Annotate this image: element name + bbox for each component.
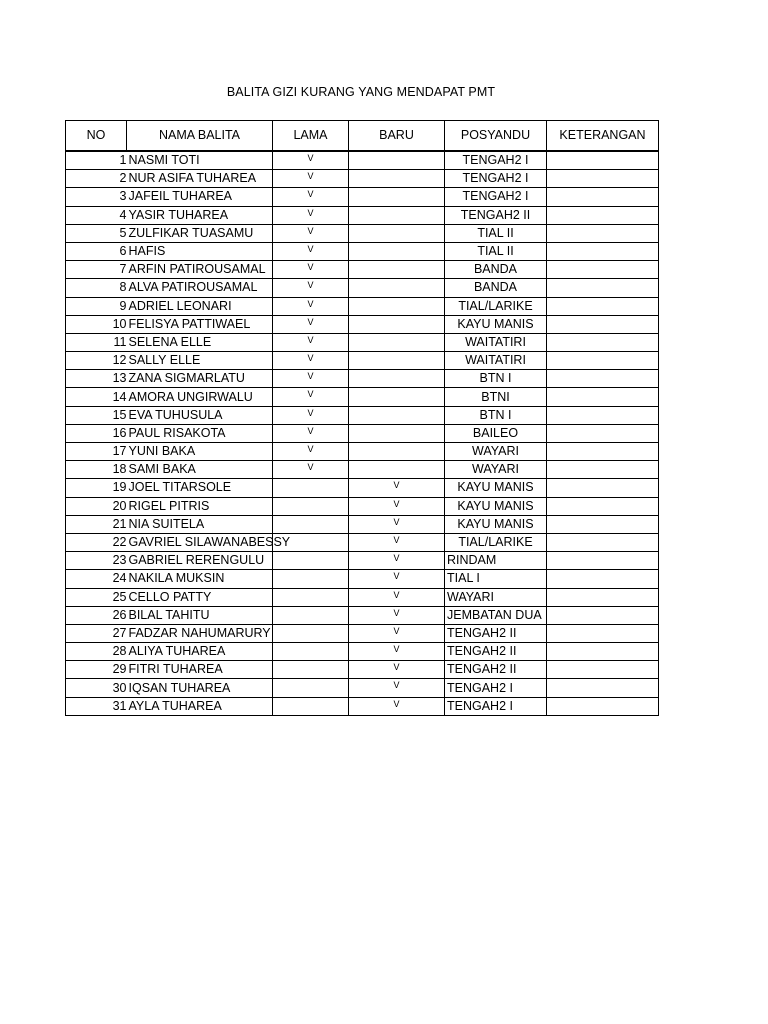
cell-baru-check: [349, 170, 445, 188]
cell-posyandu: BAILEO: [445, 424, 547, 442]
cell-lama-check: V: [273, 352, 349, 370]
header-lama: LAMA: [273, 121, 349, 152]
table-row: [66, 570, 659, 588]
cell-lama-check: V: [273, 297, 349, 315]
cell-keterangan: [547, 188, 659, 206]
cell-posyandu: TIAL I: [445, 570, 547, 588]
cell-baru-check: [349, 188, 445, 206]
cell-keterangan: [547, 515, 659, 533]
table-row: [66, 624, 659, 642]
table-row: [66, 643, 659, 661]
cell-keterangan: [547, 370, 659, 388]
nama-text: AMORA UNGIRWALU: [128, 389, 253, 404]
cell-posyandu: JEMBATAN DUA: [445, 606, 547, 624]
cell-nama-balita: [127, 206, 273, 224]
cell-baru-check: V: [349, 661, 445, 679]
nama-text: HAFIS: [128, 244, 166, 259]
cell-lama-check: [273, 679, 349, 697]
cell-nama-balita: [127, 479, 273, 497]
cell-posyandu: TENGAH2 II: [445, 643, 547, 661]
cell-nama-balita: [127, 279, 273, 297]
cell-baru-check: V: [349, 697, 445, 715]
cell-baru-check: V: [349, 606, 445, 624]
nama-text: NAKILA MUKSIN: [128, 571, 225, 586]
table-row: [66, 333, 659, 351]
cell-lama-check: [273, 479, 349, 497]
cell-no: 29: [66, 661, 127, 679]
cell-keterangan: [547, 443, 659, 461]
header-no: NO: [66, 121, 127, 152]
cell-baru-check: [349, 461, 445, 479]
nama-text: JOEL TITARSOLE: [128, 480, 232, 495]
cell-no: 16: [66, 424, 127, 442]
cell-keterangan: [547, 224, 659, 242]
cell-baru-check: V: [349, 497, 445, 515]
cell-nama-balita: [127, 643, 273, 661]
cell-no: 31: [66, 697, 127, 715]
cell-no: 24: [66, 570, 127, 588]
cell-posyandu: BANDA: [445, 261, 547, 279]
pmt-table: [65, 120, 659, 716]
nama-text: IQSAN TUHAREA: [128, 680, 231, 695]
nama-text: FITRI TUHAREA: [128, 662, 223, 677]
cell-baru-check: V: [349, 643, 445, 661]
cell-lama-check: V: [273, 224, 349, 242]
cell-posyandu: TIAL II: [445, 224, 547, 242]
table-row: [66, 242, 659, 260]
cell-posyandu: TENGAH2 I: [445, 188, 547, 206]
nama-text: SALLY ELLE: [128, 353, 201, 368]
cell-baru-check: [349, 206, 445, 224]
table-row: [66, 479, 659, 497]
cell-baru-check: V: [349, 624, 445, 642]
cell-keterangan: [547, 297, 659, 315]
cell-lama-check: V: [273, 151, 349, 170]
cell-baru-check: V: [349, 679, 445, 697]
cell-keterangan: [547, 333, 659, 351]
cell-nama-balita: [127, 315, 273, 333]
cell-keterangan: [547, 661, 659, 679]
cell-no: 5: [66, 224, 127, 242]
cell-lama-check: [273, 588, 349, 606]
cell-nama-balita: [127, 424, 273, 442]
table-row: [66, 424, 659, 442]
cell-nama-balita: [127, 570, 273, 588]
cell-posyandu: WAYARI: [445, 588, 547, 606]
cell-keterangan: [547, 352, 659, 370]
cell-posyandu: RINDAM: [445, 552, 547, 570]
cell-lama-check: [273, 697, 349, 715]
cell-nama-balita: [127, 388, 273, 406]
cell-keterangan: [547, 679, 659, 697]
cell-nama-balita: [127, 497, 273, 515]
cell-keterangan: [547, 388, 659, 406]
cell-lama-check: [273, 606, 349, 624]
table-row: [66, 461, 659, 479]
cell-posyandu: TENGAH2 I: [445, 679, 547, 697]
table-body: [66, 151, 659, 715]
cell-no: 7: [66, 261, 127, 279]
cell-baru-check: [349, 352, 445, 370]
cell-keterangan: [547, 533, 659, 551]
nama-text: SELENA ELLE: [128, 334, 212, 349]
nama-text: NIA SUITELA: [128, 516, 205, 531]
cell-keterangan: [547, 479, 659, 497]
cell-posyandu: WAITATIRI: [445, 352, 547, 370]
cell-baru-check: [349, 370, 445, 388]
nama-text: FADZAR NAHUMARURY: [128, 625, 271, 640]
cell-keterangan: [547, 606, 659, 624]
cell-posyandu: TENGAH2 II: [445, 624, 547, 642]
cell-nama-balita: [127, 151, 273, 170]
cell-nama-balita: [127, 552, 273, 570]
cell-no: 23: [66, 552, 127, 570]
nama-text: YASIR TUHAREA: [128, 207, 229, 222]
table-row: [66, 188, 659, 206]
cell-no: 10: [66, 315, 127, 333]
cell-nama-balita: [127, 297, 273, 315]
cell-no: 22: [66, 533, 127, 551]
cell-baru-check: V: [349, 515, 445, 533]
cell-no: 27: [66, 624, 127, 642]
cell-no: 28: [66, 643, 127, 661]
cell-keterangan: [547, 151, 659, 170]
table-row: [66, 515, 659, 533]
nama-text: ALVA PATIROUSAMAL: [128, 280, 258, 295]
table-row: [66, 297, 659, 315]
cell-no: 9: [66, 297, 127, 315]
cell-baru-check: V: [349, 533, 445, 551]
cell-lama-check: V: [273, 279, 349, 297]
cell-baru-check: [349, 315, 445, 333]
cell-keterangan: [547, 315, 659, 333]
cell-no: 20: [66, 497, 127, 515]
cell-lama-check: V: [273, 170, 349, 188]
cell-lama-check: V: [273, 370, 349, 388]
cell-posyandu: WAYARI: [445, 443, 547, 461]
nama-text: YUNI BAKA: [128, 444, 196, 459]
cell-nama-balita: [127, 606, 273, 624]
cell-baru-check: [349, 406, 445, 424]
cell-no: 19: [66, 479, 127, 497]
cell-keterangan: [547, 643, 659, 661]
cell-keterangan: [547, 261, 659, 279]
cell-no: 14: [66, 388, 127, 406]
document-title: BALITA GIZI KURANG YANG MENDAPAT PMT: [226, 85, 496, 99]
nama-text: ARFIN PATIROUSAMAL: [128, 262, 266, 277]
cell-nama-balita: [127, 588, 273, 606]
cell-no: 21: [66, 515, 127, 533]
cell-nama-balita: [127, 242, 273, 260]
table-row: [66, 606, 659, 624]
cell-nama-balita: [127, 333, 273, 351]
cell-no: 30: [66, 679, 127, 697]
table-row: [66, 552, 659, 570]
cell-posyandu: WAITATIRI: [445, 333, 547, 351]
cell-posyandu: BTN I: [445, 370, 547, 388]
cell-nama-balita: [127, 515, 273, 533]
cell-posyandu: BTNI: [445, 388, 547, 406]
table-row: [66, 352, 659, 370]
cell-lama-check: V: [273, 424, 349, 442]
cell-baru-check: [349, 261, 445, 279]
cell-lama-check: [273, 570, 349, 588]
nama-text: ADRIEL LEONARI: [128, 298, 232, 313]
cell-baru-check: [349, 224, 445, 242]
table-row: [66, 406, 659, 424]
cell-posyandu: TIAL II: [445, 242, 547, 260]
cell-no: 26: [66, 606, 127, 624]
cell-keterangan: [547, 570, 659, 588]
cell-lama-check: V: [273, 188, 349, 206]
cell-keterangan: [547, 406, 659, 424]
cell-lama-check: [273, 624, 349, 642]
cell-lama-check: V: [273, 315, 349, 333]
table-row: [66, 370, 659, 388]
cell-posyandu: TIAL/LARIKE: [445, 533, 547, 551]
cell-no: 25: [66, 588, 127, 606]
cell-nama-balita: [127, 461, 273, 479]
cell-nama-balita: [127, 443, 273, 461]
cell-lama-check: V: [273, 242, 349, 260]
cell-baru-check: [349, 424, 445, 442]
cell-keterangan: [547, 242, 659, 260]
nama-text: ZANA SIGMARLATU: [128, 371, 245, 386]
table-row: [66, 679, 659, 697]
cell-nama-balita: [127, 624, 273, 642]
cell-keterangan: [547, 588, 659, 606]
cell-baru-check: [349, 242, 445, 260]
cell-posyandu: TIAL/LARIKE: [445, 297, 547, 315]
cell-lama-check: [273, 552, 349, 570]
cell-no: 3: [66, 188, 127, 206]
cell-baru-check: V: [349, 588, 445, 606]
table-row: [66, 315, 659, 333]
cell-lama-check: V: [273, 443, 349, 461]
cell-keterangan: [547, 624, 659, 642]
cell-no: 2: [66, 170, 127, 188]
cell-no: 6: [66, 242, 127, 260]
cell-baru-check: V: [349, 552, 445, 570]
cell-no: 11: [66, 333, 127, 351]
cell-baru-check: [349, 333, 445, 351]
cell-baru-check: [349, 443, 445, 461]
cell-nama-balita: [127, 224, 273, 242]
cell-posyandu: BTN I: [445, 406, 547, 424]
header-baru: BARU: [349, 121, 445, 152]
table-row: [66, 388, 659, 406]
cell-lama-check: V: [273, 206, 349, 224]
nama-text: JAFEIL TUHAREA: [128, 189, 232, 204]
table-row: [66, 261, 659, 279]
cell-nama-balita: [127, 661, 273, 679]
table-row: [66, 206, 659, 224]
cell-keterangan: [547, 279, 659, 297]
nama-text: RIGEL PITRIS: [128, 498, 210, 513]
cell-nama-balita: [127, 533, 291, 551]
nama-text: EVA TUHUSULA: [128, 407, 223, 422]
cell-posyandu: TENGAH2 II: [445, 206, 547, 224]
cell-keterangan: [547, 170, 659, 188]
cell-no: 1: [66, 151, 127, 170]
nama-text: ALIYA TUHAREA: [128, 644, 226, 659]
table-row: [66, 533, 659, 551]
cell-posyandu: TENGAH2 I: [445, 170, 547, 188]
cell-nama-balita: [127, 370, 273, 388]
cell-nama-balita: [127, 679, 273, 697]
table-row: [66, 697, 659, 715]
cell-posyandu: TENGAH2 II: [445, 661, 547, 679]
cell-posyandu: BANDA: [445, 279, 547, 297]
nama-text: PAUL RISAKOTA: [128, 425, 226, 440]
cell-no: 12: [66, 352, 127, 370]
cell-keterangan: [547, 461, 659, 479]
cell-keterangan: [547, 206, 659, 224]
header-nama-balita: NAMA BALITA: [127, 121, 273, 152]
nama-text: FELISYA PATTIWAEL: [128, 316, 251, 331]
cell-lama-check: [273, 515, 349, 533]
table-row: [66, 443, 659, 461]
table-row: [66, 497, 659, 515]
nama-text: SAMI BAKA: [128, 462, 196, 477]
cell-nama-balita: [127, 352, 273, 370]
cell-keterangan: [547, 497, 659, 515]
cell-nama-balita: [127, 170, 273, 188]
cell-no: 8: [66, 279, 127, 297]
nama-text: GABRIEL RERENGULU: [128, 553, 265, 568]
nama-text: BILAL TAHITU: [128, 607, 210, 622]
cell-keterangan: [547, 697, 659, 715]
cell-baru-check: [349, 151, 445, 170]
header-keterangan: KETERANGAN: [547, 121, 659, 152]
nama-text: AYLA TUHAREA: [128, 698, 222, 713]
cell-keterangan: [547, 424, 659, 442]
cell-baru-check: [349, 297, 445, 315]
cell-lama-check: V: [273, 388, 349, 406]
nama-text: GAVRIEL SILAWANABESSY: [128, 535, 291, 550]
cell-posyandu: WAYARI: [445, 461, 547, 479]
cell-posyandu: KAYU MANIS: [445, 315, 547, 333]
cell-lama-check: [273, 643, 349, 661]
table-row: [66, 661, 659, 679]
cell-no: 4: [66, 206, 127, 224]
table-row: [66, 588, 659, 606]
cell-baru-check: [349, 388, 445, 406]
nama-text: ZULFIKAR TUASAMU: [128, 225, 254, 240]
cell-posyandu: KAYU MANIS: [445, 515, 547, 533]
cell-baru-check: [349, 279, 445, 297]
cell-lama-check: V: [273, 333, 349, 351]
nama-text: NASMI TOTI: [128, 153, 200, 168]
header-posyandu: POSYANDU: [445, 121, 547, 152]
table-row: [66, 151, 659, 170]
table-row: [66, 170, 659, 188]
cell-baru-check: V: [349, 570, 445, 588]
nama-text: CELLO PATTY: [128, 589, 212, 604]
cell-nama-balita: [127, 406, 273, 424]
cell-posyandu: KAYU MANIS: [445, 479, 547, 497]
table-row: [66, 224, 659, 242]
cell-keterangan: [547, 552, 659, 570]
table-header-row: [66, 121, 659, 152]
cell-lama-check: V: [273, 406, 349, 424]
cell-nama-balita: [127, 261, 273, 279]
cell-posyandu: TENGAH2 I: [445, 697, 547, 715]
cell-lama-check: V: [273, 261, 349, 279]
cell-baru-check: V: [349, 479, 445, 497]
cell-nama-balita: [127, 188, 273, 206]
cell-posyandu: KAYU MANIS: [445, 497, 547, 515]
cell-no: 17: [66, 443, 127, 461]
table-row: [66, 279, 659, 297]
cell-lama-check: [273, 497, 349, 515]
cell-nama-balita: [127, 697, 273, 715]
cell-lama-check: [273, 661, 349, 679]
cell-posyandu: TENGAH2 I: [445, 151, 547, 170]
nama-text: NUR ASIFA TUHAREA: [128, 171, 257, 186]
cell-no: 15: [66, 406, 127, 424]
cell-no: 18: [66, 461, 127, 479]
cell-lama-check: V: [273, 461, 349, 479]
cell-no: 13: [66, 370, 127, 388]
